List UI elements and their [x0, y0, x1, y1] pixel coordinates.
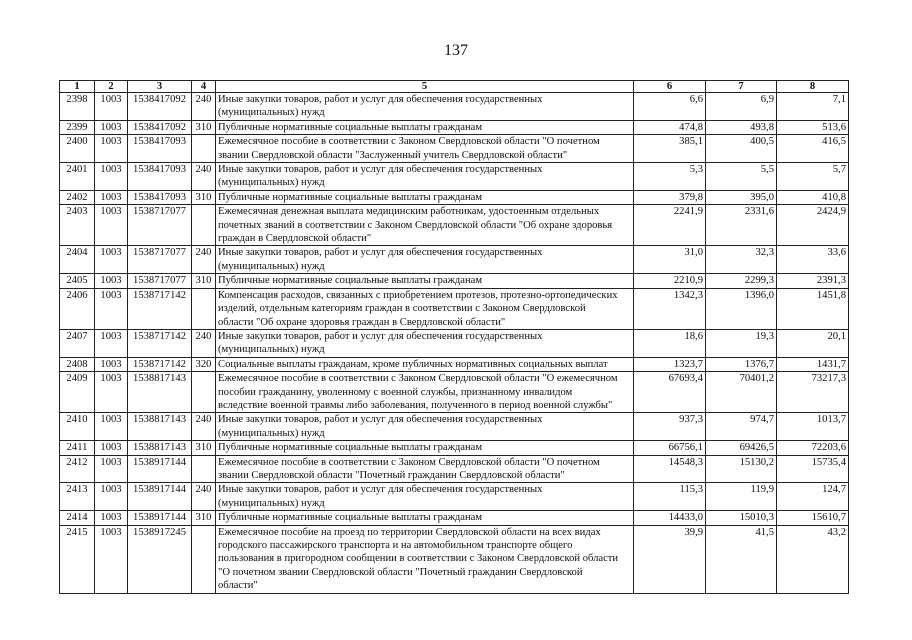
amount-col-8: 20,1	[777, 329, 849, 357]
table-row	[60, 455, 849, 483]
amount-col-8: 410,8	[777, 190, 849, 204]
expense-type-code: 240	[192, 329, 216, 357]
amount-col-7: 395,0	[706, 190, 777, 204]
table-body	[60, 93, 849, 594]
section-code: 1003	[95, 329, 128, 357]
column-header: 2	[95, 81, 128, 93]
amount-col-6: 39,9	[634, 525, 706, 593]
amount-col-7: 41,5	[706, 525, 777, 593]
target-item-code: 1538417092	[128, 120, 192, 134]
amount-col-7: 70401,2	[706, 372, 777, 413]
amount-col-7: 2299,3	[706, 274, 777, 288]
row-number: 2406	[60, 288, 95, 329]
section-code: 1003	[95, 525, 128, 593]
amount-col-6: 1323,7	[634, 357, 706, 371]
table-row	[60, 190, 849, 204]
target-item-code: 1538417093	[128, 190, 192, 204]
row-number: 2409	[60, 372, 95, 413]
target-item-code: 1538817143	[128, 441, 192, 455]
expense-description: Ежемесячное пособие в соответствии с Законом Свердловской области "О почетном звании Свердловской области "Заслуженный учитель Свердловской области"	[216, 135, 634, 163]
amount-col-6: 385,1	[634, 135, 706, 163]
expense-description: Иные закупки товаров, работ и услуг для обеспечения государственных (муниципальных) нужд	[216, 483, 634, 511]
target-item-code: 1538717077	[128, 274, 192, 288]
row-number: 2413	[60, 483, 95, 511]
column-header: 7	[706, 81, 777, 93]
section-code: 1003	[95, 163, 128, 191]
row-number: 2410	[60, 413, 95, 441]
expense-type-code: 310	[192, 274, 216, 288]
target-item-code: 1538717142	[128, 357, 192, 371]
expense-type-code	[192, 135, 216, 163]
section-code: 1003	[95, 120, 128, 134]
section-code: 1003	[95, 441, 128, 455]
amount-col-6: 67693,4	[634, 372, 706, 413]
table-row	[60, 246, 849, 274]
expense-type-code	[192, 372, 216, 413]
column-header: 1	[60, 81, 95, 93]
amount-col-7: 32,3	[706, 246, 777, 274]
amount-col-8: 1013,7	[777, 413, 849, 441]
amount-col-7: 400,5	[706, 135, 777, 163]
expense-description: Социальные выплаты гражданам, кроме публичных нормативных социальных выплат	[216, 357, 634, 371]
amount-col-8: 2391,3	[777, 274, 849, 288]
amount-col-7: 15010,3	[706, 511, 777, 525]
amount-col-6: 2210,9	[634, 274, 706, 288]
amount-col-8: 416,5	[777, 135, 849, 163]
amount-col-8: 72203,6	[777, 441, 849, 455]
section-code: 1003	[95, 455, 128, 483]
amount-col-6: 6,6	[634, 93, 706, 121]
row-number: 2402	[60, 190, 95, 204]
expense-type-code: 310	[192, 511, 216, 525]
column-header: 4	[192, 81, 216, 93]
expense-description: Компенсация расходов, связанных с приобретением протезов, протезно-ортопедических изделий, отдельным категориям граждан в соответствии с Законом Свердловской области "Об охране здоровья граждан в Свердловской области"	[216, 288, 634, 329]
table-row	[60, 413, 849, 441]
expense-description: Ежемесячное пособие в соответствии с Законом Свердловской области "О ежемесячном пособии гражданину, уволенному с военной службы, признанному инвалидом вследствие военной травмы либо заболевания, полученного в период военной службы"	[216, 372, 634, 413]
amount-col-7: 6,9	[706, 93, 777, 121]
amount-col-8: 15610,7	[777, 511, 849, 525]
row-number: 2405	[60, 274, 95, 288]
expense-description: Публичные нормативные социальные выплаты гражданам	[216, 441, 634, 455]
target-item-code: 1538417093	[128, 163, 192, 191]
row-number: 2411	[60, 441, 95, 455]
section-code: 1003	[95, 135, 128, 163]
expense-type-code: 310	[192, 120, 216, 134]
target-item-code: 1538717142	[128, 329, 192, 357]
expense-type-code: 240	[192, 163, 216, 191]
amount-col-6: 31,0	[634, 246, 706, 274]
table-row	[60, 357, 849, 371]
expense-description: Публичные нормативные социальные выплаты гражданам	[216, 190, 634, 204]
row-number: 2415	[60, 525, 95, 593]
expense-type-code	[192, 288, 216, 329]
table-row	[60, 372, 849, 413]
table-row	[60, 93, 849, 121]
column-header: 6	[634, 81, 706, 93]
column-header: 5	[216, 81, 634, 93]
expense-description: Публичные нормативные социальные выплаты гражданам	[216, 274, 634, 288]
expense-description: Иные закупки товаров, работ и услуг для обеспечения государственных (муниципальных) нужд	[216, 93, 634, 121]
amount-col-7: 2331,6	[706, 205, 777, 246]
expense-type-code: 240	[192, 413, 216, 441]
amount-col-7: 1376,7	[706, 357, 777, 371]
section-code: 1003	[95, 246, 128, 274]
row-number: 2412	[60, 455, 95, 483]
amount-col-7: 119,9	[706, 483, 777, 511]
expense-type-code: 240	[192, 483, 216, 511]
section-code: 1003	[95, 288, 128, 329]
row-number: 2408	[60, 357, 95, 371]
amount-col-7: 974,7	[706, 413, 777, 441]
expense-description: Публичные нормативные социальные выплаты гражданам	[216, 511, 634, 525]
table-row	[60, 274, 849, 288]
row-number: 2414	[60, 511, 95, 525]
table-row	[60, 120, 849, 134]
section-code: 1003	[95, 413, 128, 441]
amount-col-6: 2241,9	[634, 205, 706, 246]
amount-col-7: 5,5	[706, 163, 777, 191]
section-code: 1003	[95, 93, 128, 121]
amount-col-7: 69426,5	[706, 441, 777, 455]
budget-table	[59, 80, 849, 594]
expense-type-code: 240	[192, 246, 216, 274]
section-code: 1003	[95, 357, 128, 371]
amount-col-8: 73217,3	[777, 372, 849, 413]
row-number: 2399	[60, 120, 95, 134]
target-item-code: 1538917144	[128, 483, 192, 511]
expense-description: Ежемесячное пособие в соответствии с Законом Свердловской области "О почетном звании Свердловской области "Почетный гражданин Свердловской области"	[216, 455, 634, 483]
expense-description: Публичные нормативные социальные выплаты гражданам	[216, 120, 634, 134]
table-row	[60, 163, 849, 191]
expense-type-code: 320	[192, 357, 216, 371]
expense-type-code	[192, 205, 216, 246]
amount-col-8: 124,7	[777, 483, 849, 511]
table-row	[60, 205, 849, 246]
section-code: 1003	[95, 274, 128, 288]
amount-col-6: 66756,1	[634, 441, 706, 455]
expense-description: Иные закупки товаров, работ и услуг для обеспечения государственных (муниципальных) нужд	[216, 163, 634, 191]
amount-col-6: 474,8	[634, 120, 706, 134]
amount-col-8: 1431,7	[777, 357, 849, 371]
expense-description: Иные закупки товаров, работ и услуг для обеспечения государственных (муниципальных) нужд	[216, 413, 634, 441]
row-number: 2404	[60, 246, 95, 274]
row-number: 2401	[60, 163, 95, 191]
table-row	[60, 525, 849, 593]
amount-col-6: 379,8	[634, 190, 706, 204]
table-row	[60, 441, 849, 455]
amount-col-7: 15130,2	[706, 455, 777, 483]
expense-description: Иные закупки товаров, работ и услуг для обеспечения государственных (муниципальных) нужд	[216, 246, 634, 274]
table-row	[60, 329, 849, 357]
target-item-code: 1538817143	[128, 372, 192, 413]
header-row	[60, 81, 849, 93]
page-number: 137	[444, 42, 468, 59]
expense-type-code: 310	[192, 190, 216, 204]
column-header: 3	[128, 81, 192, 93]
amount-col-6: 1342,3	[634, 288, 706, 329]
amount-col-6: 115,3	[634, 483, 706, 511]
section-code: 1003	[95, 511, 128, 525]
amount-col-8: 33,6	[777, 246, 849, 274]
amount-col-7: 19,3	[706, 329, 777, 357]
target-item-code: 1538717077	[128, 246, 192, 274]
table-row	[60, 483, 849, 511]
amount-col-8: 5,7	[777, 163, 849, 191]
column-header: 8	[777, 81, 849, 93]
target-item-code: 1538417093	[128, 135, 192, 163]
target-item-code: 1538917245	[128, 525, 192, 593]
amount-col-8: 2424,9	[777, 205, 849, 246]
amount-col-6: 18,6	[634, 329, 706, 357]
expense-description: Ежемесячная денежная выплата медицинским работникам, удостоенным отдельных почетных званий в соответствии с Законом Свердловской области "Об охране здоровья граждан в Свердловской области"	[216, 205, 634, 246]
amount-col-8: 1451,8	[777, 288, 849, 329]
expense-type-code	[192, 455, 216, 483]
section-code: 1003	[95, 190, 128, 204]
expense-description: Ежемесячное пособие на проезд по территории Свердловской области на всех видах городского пассажирского транспорта и на автомобильном транспорте общего пользования в пригородном сообщении в соответствии с Законом Свердловской области "О почетном звании Свердловской области "Почетный гражданин Свердловской области"	[216, 525, 634, 593]
section-code: 1003	[95, 205, 128, 246]
row-number: 2398	[60, 93, 95, 121]
table-row	[60, 288, 849, 329]
section-code: 1003	[95, 483, 128, 511]
target-item-code: 1538917144	[128, 511, 192, 525]
amount-col-8: 43,2	[777, 525, 849, 593]
expense-type-code: 240	[192, 93, 216, 121]
amount-col-6: 937,3	[634, 413, 706, 441]
amount-col-8: 513,6	[777, 120, 849, 134]
amount-col-6: 5,3	[634, 163, 706, 191]
expense-description: Иные закупки товаров, работ и услуг для обеспечения государственных (муниципальных) нужд	[216, 329, 634, 357]
row-number: 2400	[60, 135, 95, 163]
amount-col-8: 15735,4	[777, 455, 849, 483]
target-item-code: 1538717142	[128, 288, 192, 329]
target-item-code: 1538717077	[128, 205, 192, 246]
section-code: 1003	[95, 372, 128, 413]
amount-col-6: 14433,0	[634, 511, 706, 525]
amount-col-8: 7,1	[777, 93, 849, 121]
amount-col-6: 14548,3	[634, 455, 706, 483]
table-row	[60, 511, 849, 525]
amount-col-7: 1396,0	[706, 288, 777, 329]
target-item-code: 1538917144	[128, 455, 192, 483]
row-number: 2403	[60, 205, 95, 246]
expense-type-code	[192, 525, 216, 593]
target-item-code: 1538817143	[128, 413, 192, 441]
table-row	[60, 135, 849, 163]
target-item-code: 1538417092	[128, 93, 192, 121]
expense-type-code: 310	[192, 441, 216, 455]
row-number: 2407	[60, 329, 95, 357]
amount-col-7: 493,8	[706, 120, 777, 134]
